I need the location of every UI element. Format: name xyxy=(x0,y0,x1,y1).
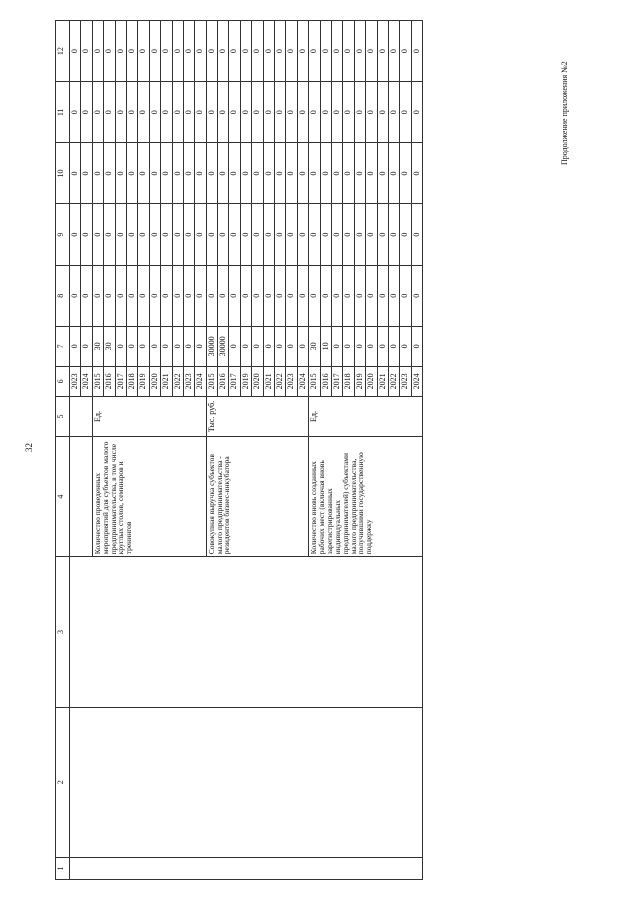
value-cell: 0 xyxy=(320,21,331,82)
col2-cell xyxy=(70,707,423,857)
value-cell: 0 xyxy=(354,326,365,366)
indicator-cell xyxy=(70,437,93,557)
value-cell: 0 xyxy=(229,143,240,204)
year-cell: 2024 xyxy=(81,366,92,396)
value-cell: 0 xyxy=(411,143,422,204)
year-cell: 2021 xyxy=(161,366,172,396)
value-cell: 0 xyxy=(218,265,229,326)
value-cell: 0 xyxy=(354,82,365,143)
value-cell: 0 xyxy=(126,82,137,143)
value-cell: 0 xyxy=(252,265,263,326)
year-cell: 2019 xyxy=(240,366,251,396)
column-header-2: 2 xyxy=(56,707,70,857)
year-cell: 2022 xyxy=(388,366,399,396)
unit-cell xyxy=(70,396,93,436)
value-cell: 0 xyxy=(172,82,183,143)
indicators-table xyxy=(55,20,423,880)
value-cell: 0 xyxy=(149,82,160,143)
year-cell: 2022 xyxy=(172,366,183,396)
value-cell: 0 xyxy=(263,82,274,143)
value-cell: 0 xyxy=(195,326,206,366)
column-header-3: 3 xyxy=(56,557,70,707)
value-cell: 0 xyxy=(320,204,331,265)
column-header-8: 8 xyxy=(56,265,70,326)
value-cell: 0 xyxy=(309,265,320,326)
value-cell: 0 xyxy=(411,204,422,265)
value-cell: 0 xyxy=(70,82,81,143)
value-cell: 0 xyxy=(161,21,172,82)
year-cell: 2020 xyxy=(366,366,377,396)
value-cell: 0 xyxy=(240,82,251,143)
value-cell: 30 xyxy=(92,326,103,366)
value-cell: 0 xyxy=(411,21,422,82)
value-cell: 0 xyxy=(104,204,115,265)
page-number: 32 xyxy=(24,443,34,452)
value-cell: 0 xyxy=(275,204,286,265)
value-cell: 0 xyxy=(92,21,103,82)
value-cell: 0 xyxy=(195,204,206,265)
indicator-cell: Количество вновь созданных рабочих мест (включая вновь зарегистрированных индивидуальных предпринимателей) субъектами малого предпринимательства, получившими государственную поддержку xyxy=(309,437,423,557)
value-cell: 0 xyxy=(229,326,240,366)
value-cell: 0 xyxy=(388,204,399,265)
year-cell: 2024 xyxy=(297,366,308,396)
value-cell: 0 xyxy=(388,21,399,82)
value-cell: 0 xyxy=(229,82,240,143)
year-cell: 2015 xyxy=(92,366,103,396)
value-cell: 0 xyxy=(275,21,286,82)
value-cell: 0 xyxy=(309,143,320,204)
value-cell: 0 xyxy=(126,21,137,82)
value-cell: 0 xyxy=(286,265,297,326)
value-cell: 0 xyxy=(240,265,251,326)
column-header-1: 1 xyxy=(56,857,70,879)
value-cell: 0 xyxy=(81,204,92,265)
value-cell: 0 xyxy=(138,326,149,366)
year-cell: 2023 xyxy=(286,366,297,396)
unit-cell: Ед. xyxy=(92,396,206,436)
column-header-4: 4 xyxy=(56,437,70,557)
value-cell: 0 xyxy=(183,265,194,326)
year-cell: 2017 xyxy=(331,366,342,396)
value-cell: 0 xyxy=(297,82,308,143)
value-cell: 0 xyxy=(81,82,92,143)
value-cell: 0 xyxy=(343,326,354,366)
value-cell: 0 xyxy=(115,265,126,326)
value-cell: 30000 xyxy=(218,326,229,366)
value-cell: 0 xyxy=(377,82,388,143)
value-cell: 0 xyxy=(81,21,92,82)
value-cell: 0 xyxy=(229,21,240,82)
value-cell: 0 xyxy=(286,326,297,366)
value-cell: 0 xyxy=(366,204,377,265)
value-cell: 30 xyxy=(104,326,115,366)
value-cell: 10 xyxy=(320,326,331,366)
value-cell: 0 xyxy=(161,143,172,204)
value-cell: 0 xyxy=(149,204,160,265)
value-cell: 0 xyxy=(218,204,229,265)
col3-cell xyxy=(70,557,423,707)
value-cell: 0 xyxy=(377,21,388,82)
year-cell: 2023 xyxy=(70,366,81,396)
value-cell: 0 xyxy=(195,143,206,204)
year-cell: 2015 xyxy=(206,366,217,396)
value-cell: 0 xyxy=(138,82,149,143)
value-cell: 0 xyxy=(366,82,377,143)
value-cell: 0 xyxy=(172,326,183,366)
value-cell: 0 xyxy=(297,204,308,265)
value-cell: 0 xyxy=(366,143,377,204)
value-cell: 0 xyxy=(240,143,251,204)
year-cell: 2015 xyxy=(309,366,320,396)
appendix-continuation-note: Продолжение приложения №2 xyxy=(560,61,569,165)
value-cell: 0 xyxy=(400,326,411,366)
value-cell: 0 xyxy=(320,82,331,143)
value-cell: 0 xyxy=(70,265,81,326)
value-cell: 0 xyxy=(206,82,217,143)
value-cell: 0 xyxy=(172,143,183,204)
value-cell: 0 xyxy=(70,143,81,204)
value-cell: 0 xyxy=(411,326,422,366)
value-cell: 0 xyxy=(331,326,342,366)
column-header-5: 5 xyxy=(56,396,70,436)
value-cell: 0 xyxy=(377,265,388,326)
rotated-table-container xyxy=(55,20,545,880)
value-cell: 0 xyxy=(286,82,297,143)
year-cell: 2020 xyxy=(149,366,160,396)
value-cell: 0 xyxy=(366,326,377,366)
value-cell: 0 xyxy=(411,82,422,143)
unit-cell: Тыс. руб. xyxy=(206,396,309,436)
value-cell: 0 xyxy=(92,204,103,265)
value-cell: 0 xyxy=(400,204,411,265)
year-cell: 2019 xyxy=(138,366,149,396)
value-cell: 0 xyxy=(309,204,320,265)
value-cell: 0 xyxy=(400,82,411,143)
value-cell: 0 xyxy=(149,21,160,82)
value-cell: 0 xyxy=(343,204,354,265)
value-cell: 0 xyxy=(218,21,229,82)
value-cell: 0 xyxy=(81,326,92,366)
value-cell: 0 xyxy=(343,82,354,143)
value-cell: 0 xyxy=(331,21,342,82)
value-cell: 0 xyxy=(354,143,365,204)
value-cell: 0 xyxy=(104,82,115,143)
value-cell: 0 xyxy=(297,326,308,366)
value-cell: 0 xyxy=(183,21,194,82)
value-cell: 0 xyxy=(115,143,126,204)
value-cell: 0 xyxy=(92,143,103,204)
value-cell: 0 xyxy=(309,82,320,143)
value-cell: 30 xyxy=(309,326,320,366)
value-cell: 0 xyxy=(263,21,274,82)
table-body xyxy=(70,21,423,880)
value-cell: 0 xyxy=(354,204,365,265)
value-cell: 0 xyxy=(366,265,377,326)
value-cell: 0 xyxy=(309,21,320,82)
value-cell: 0 xyxy=(206,204,217,265)
value-cell: 0 xyxy=(206,265,217,326)
value-cell: 0 xyxy=(70,21,81,82)
value-cell: 0 xyxy=(183,326,194,366)
value-cell: 0 xyxy=(218,82,229,143)
value-cell: 0 xyxy=(400,21,411,82)
value-cell: 0 xyxy=(81,265,92,326)
value-cell: 0 xyxy=(240,204,251,265)
value-cell: 0 xyxy=(138,143,149,204)
value-cell: 0 xyxy=(138,21,149,82)
value-cell: 0 xyxy=(331,82,342,143)
unit-cell: Ед. xyxy=(309,396,423,436)
year-cell: 2018 xyxy=(343,366,354,396)
value-cell: 0 xyxy=(195,82,206,143)
value-cell: 0 xyxy=(172,265,183,326)
value-cell: 0 xyxy=(252,143,263,204)
value-cell: 0 xyxy=(126,204,137,265)
value-cell: 0 xyxy=(400,265,411,326)
value-cell: 0 xyxy=(126,143,137,204)
value-cell: 0 xyxy=(183,204,194,265)
value-cell: 0 xyxy=(172,204,183,265)
year-cell: 2023 xyxy=(400,366,411,396)
column-header-9: 9 xyxy=(56,204,70,265)
value-cell: 0 xyxy=(218,143,229,204)
value-cell: 0 xyxy=(70,204,81,265)
value-cell: 0 xyxy=(388,326,399,366)
value-cell: 0 xyxy=(104,21,115,82)
value-cell: 0 xyxy=(138,265,149,326)
value-cell: 0 xyxy=(377,204,388,265)
value-cell: 0 xyxy=(172,21,183,82)
value-cell: 30000 xyxy=(206,326,217,366)
indicator-cell: Совокупная выручка субъектов малого предпринимательства - резидентов бизнес-инкубатора xyxy=(206,437,309,557)
value-cell: 0 xyxy=(149,265,160,326)
value-cell: 0 xyxy=(138,204,149,265)
value-cell: 0 xyxy=(183,143,194,204)
value-cell: 0 xyxy=(104,265,115,326)
value-cell: 0 xyxy=(115,204,126,265)
year-cell: 2017 xyxy=(229,366,240,396)
value-cell: 0 xyxy=(331,265,342,326)
value-cell: 0 xyxy=(343,265,354,326)
indicator-cell: Количество проведенных мероприятий для субъектов малого предпринимательства, в том числе круглых столов, семинаров и тренингов xyxy=(92,437,206,557)
value-cell: 0 xyxy=(263,204,274,265)
value-cell: 0 xyxy=(240,21,251,82)
value-cell: 0 xyxy=(275,265,286,326)
value-cell: 0 xyxy=(92,265,103,326)
value-cell: 0 xyxy=(149,326,160,366)
value-cell: 0 xyxy=(81,143,92,204)
value-cell: 0 xyxy=(70,326,81,366)
column-header-6: 6 xyxy=(56,366,70,396)
value-cell: 0 xyxy=(206,21,217,82)
value-cell: 0 xyxy=(206,143,217,204)
value-cell: 0 xyxy=(297,143,308,204)
value-cell: 0 xyxy=(252,82,263,143)
value-cell: 0 xyxy=(343,143,354,204)
year-cell: 2018 xyxy=(126,366,137,396)
table-row xyxy=(70,21,81,880)
value-cell: 0 xyxy=(354,265,365,326)
value-cell: 0 xyxy=(320,265,331,326)
value-cell: 0 xyxy=(126,326,137,366)
value-cell: 0 xyxy=(149,143,160,204)
value-cell: 0 xyxy=(275,82,286,143)
value-cell: 0 xyxy=(331,204,342,265)
year-cell: 2023 xyxy=(183,366,194,396)
value-cell: 0 xyxy=(297,21,308,82)
value-cell: 0 xyxy=(263,326,274,366)
value-cell: 0 xyxy=(229,265,240,326)
value-cell: 0 xyxy=(161,204,172,265)
value-cell: 0 xyxy=(229,204,240,265)
value-cell: 0 xyxy=(388,265,399,326)
value-cell: 0 xyxy=(411,265,422,326)
value-cell: 0 xyxy=(388,143,399,204)
value-cell: 0 xyxy=(115,21,126,82)
value-cell: 0 xyxy=(275,143,286,204)
column-header-7: 7 xyxy=(56,326,70,366)
value-cell: 0 xyxy=(286,143,297,204)
year-cell: 2022 xyxy=(275,366,286,396)
year-cell: 2024 xyxy=(411,366,422,396)
year-cell: 2016 xyxy=(218,366,229,396)
value-cell: 0 xyxy=(252,204,263,265)
value-cell: 0 xyxy=(252,21,263,82)
column-header-10: 10 xyxy=(56,143,70,204)
year-cell: 2021 xyxy=(377,366,388,396)
value-cell: 0 xyxy=(115,326,126,366)
value-cell: 0 xyxy=(115,82,126,143)
value-cell: 0 xyxy=(240,326,251,366)
col1-cell xyxy=(70,857,423,879)
value-cell: 0 xyxy=(377,326,388,366)
year-cell: 2017 xyxy=(115,366,126,396)
value-cell: 0 xyxy=(286,21,297,82)
value-cell: 0 xyxy=(104,143,115,204)
value-cell: 0 xyxy=(195,21,206,82)
value-cell: 0 xyxy=(377,143,388,204)
value-cell: 0 xyxy=(297,265,308,326)
value-cell: 0 xyxy=(400,143,411,204)
year-cell: 2016 xyxy=(104,366,115,396)
year-cell: 2020 xyxy=(252,366,263,396)
header-row xyxy=(56,21,70,880)
value-cell: 0 xyxy=(252,326,263,366)
year-cell: 2019 xyxy=(354,366,365,396)
value-cell: 0 xyxy=(126,265,137,326)
value-cell: 0 xyxy=(354,21,365,82)
value-cell: 0 xyxy=(320,143,331,204)
value-cell: 0 xyxy=(286,204,297,265)
column-header-12: 12 xyxy=(56,21,70,82)
year-cell: 2024 xyxy=(195,366,206,396)
value-cell: 0 xyxy=(161,265,172,326)
value-cell: 0 xyxy=(183,82,194,143)
value-cell: 0 xyxy=(275,326,286,366)
value-cell: 0 xyxy=(263,143,274,204)
value-cell: 0 xyxy=(161,326,172,366)
value-cell: 0 xyxy=(195,265,206,326)
value-cell: 0 xyxy=(366,21,377,82)
column-header-11: 11 xyxy=(56,82,70,143)
value-cell: 0 xyxy=(161,82,172,143)
value-cell: 0 xyxy=(92,82,103,143)
year-cell: 2016 xyxy=(320,366,331,396)
year-cell: 2021 xyxy=(263,366,274,396)
value-cell: 0 xyxy=(331,143,342,204)
value-cell: 0 xyxy=(263,265,274,326)
value-cell: 0 xyxy=(388,82,399,143)
value-cell: 0 xyxy=(343,21,354,82)
